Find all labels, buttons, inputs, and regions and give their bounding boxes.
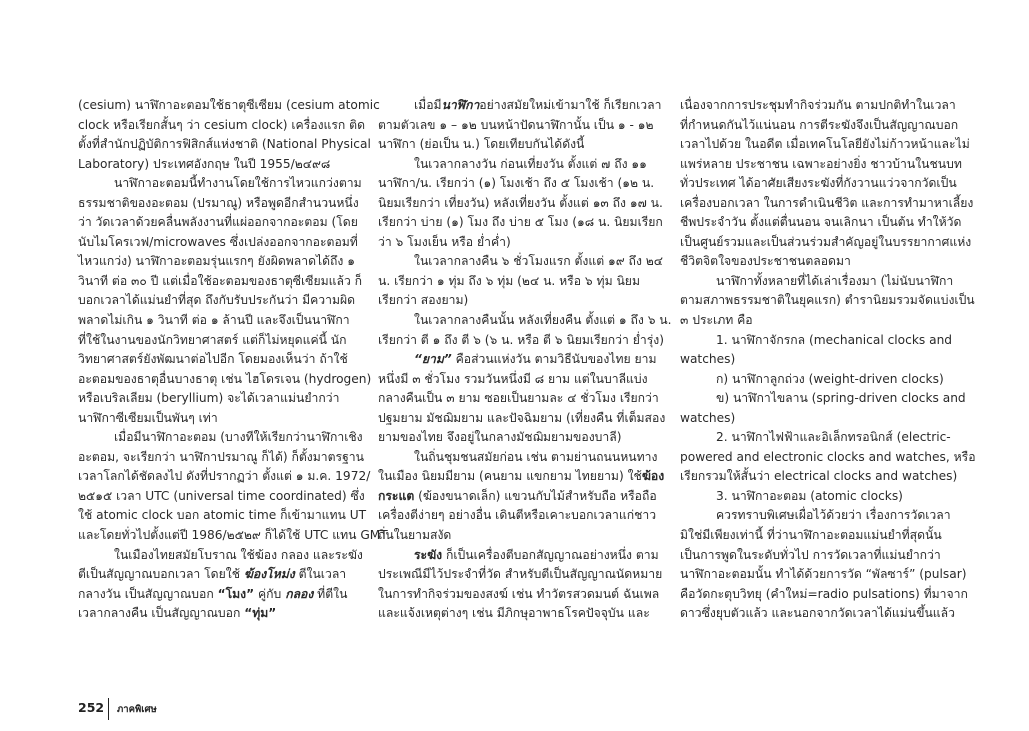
list-item: ข) นาฬิกาไขลาน (spring-driven clocks and [716,391,966,406]
emphasis-term: “โมง” [217,586,255,601]
list-item: 2. นาฬิกาไฟฟ้าและอิเล็กทรอนิกส์ (electric- [716,430,951,445]
text-run: ก็เป็นเครื่องตีบอกสัญญาณอย่างหนึ่ง ตาม [442,547,659,562]
text-line [78,604,360,624]
text-line: ตามตัวเลข ๑ – ๑๒ บนหน้าปัดนาฬิกานั้น เป็น ๑ - ๑๒ [378,117,654,132]
text-line: เมื่อมีนาฬิกาอะตอม (บางทีให้เรียกว่านาฬิกาเชิง [114,430,363,445]
text-line: และโดยทั่วไปตั้งแต่ปี 1986/๒๕๒๙ ก็ได้ใช้ UTC แทน GMT [78,528,388,543]
text-line: ว่า วัดเวลาด้วยคลื่นพลังงานที่แผ่ออกจากอะตอม (โดย [78,215,358,230]
section-label: ภาคพิเศษ [117,704,157,715]
text-line: หรือเบริลเลียม (beryllium) จะได้เวลาแม่นยำกว่า [78,391,340,406]
text-run: กลางวัน เป็นสัญญาณบอก [78,586,218,601]
text-line: มิใช่มีเพียงเท่านี้ ที่ว่านาฬิกาอะตอมแม่นยำที่สุดนั้น [680,528,942,543]
emphasis-term: ฆ้องโหม่ง [243,567,295,582]
text-line: วินาที ต่อ ๓๐ ปี แต่เมื่อใช้อะตอมของธาตุซีเซียมแล้ว ก็ [78,273,363,288]
text-line [378,546,660,566]
text-line: ยามของไทย จึงอยู่ในกลางมัชฌิมยามของบาลี) [378,430,622,445]
text-run: คือส่วนแห่งวัน ตามวิธีนับของไทย ยาม [451,352,657,367]
emphasis-term: กระแต [378,488,415,503]
text-run: (ฆ้องขนาดเล็ก) แขวนกับไม้สำหรับถือ หรือถือ [414,488,657,503]
text-line: น. เรียกว่า ๑ ทุ่ม ถึง ๖ ทุ่ม (๒๔ น. หรือ ๖ ทุ่ม นิยม [378,273,640,288]
text-line: ที่กำหนดกันไว้แน่นอน การตีระฆังจึงเป็นสัญญาณบอก [680,117,959,132]
text-line [78,585,360,605]
text-line: ไหวแกว่ง) นาฬิกาอะตอมรุ่นแรกๆ ยังผิดพลาดได้ถึง ๑ [78,254,355,269]
text-run: ตีในเวลา [294,567,347,582]
text-line: watches) [680,410,736,425]
text-line: เป็นศูนย์รวมและเป็นส่วนร่วมสำคัญอยู่ในบรรยากาศแห่ง [680,234,972,249]
text-run: เมื่อมี [414,98,442,112]
text-line [378,487,660,507]
text-line: powered and electronic clocks and watches, หรือ [680,449,976,464]
text-column-1 [78,96,388,624]
text-line: หนึ่งมี ๓ ชั่วโมง รวมวันหนึ่งมี ๘ ยาม แต่ในบาลีแบ่ง [378,371,648,386]
text-line: เครื่องบอกเวลา ในการดำเนินชีวิต และการทำมาหาเลี้ยง [680,195,974,210]
text-line: นับไมโครเวฟ/microwaves ซึ่งเปล่งออกจากอะตอมที่ [78,234,358,249]
text-line: ว่า ๖ โมงเย็น หรือ ย่ำค่ำ) [378,234,511,249]
text-line: นาฬิกาอะตอมนี้ทำงานโดยใช้การไหวแกว่งตาม [114,176,362,191]
text-line: ปฐมยาม มัชฌิมยาม และปัจฉิมยาม (เที่ยงคืน ที่เต็มสอง [378,410,666,425]
text-line: เรียกว่า บ่าย (๑) โมง ถึง บ่าย ๕ โมง (๑๘ น. นิยมเรียก [378,215,663,230]
text-line: ทั่วประเทศ ได้อาศัยเสียงระฆังที่กังวานแว่วจากวัดเป็น [680,176,957,191]
text-line: clock หรือเรียกสั้นๆ ว่า cesium clock) เครื่องแรก ติด [78,117,366,132]
text-line: ใช้ atomic clock บอก atomic time ก็เข้ามาแทน UT [78,508,367,523]
text-line: แพร่หลาย ประชาชน เฉพาะอย่างยิ่ง ชาวบ้านในชนบท [680,156,962,171]
text-column-3 [680,96,976,624]
text-line [78,565,360,585]
text-line: ๓ ประเภท คือ [680,313,753,328]
text-line: พลาดไม่เกิน ๑ วินาที ต่อ ๑ ล้านปี และจึงเป็นนาฬิกา [78,313,350,328]
list-item: 1. นาฬิกาจักรกล (mechanical clocks and [716,332,953,347]
text-line: ในถิ่นชุมชนสมัยก่อน เช่น ตามย่านถนนหนทาง [414,449,658,464]
text-line: กลางคืนเป็น ๓ ยาม ซอยเป็นยามละ ๔ ชั่วโมง เรียกว่า [378,391,659,406]
text-line: ธรรมชาติของอะตอม (ปรมาณู) หรือพูดอีกสำนวนหนึ่ง [78,195,359,210]
text-line [378,467,665,487]
text-line: (cesium) นาฬิกาอะตอมใช้ธาตุซีเซียม (cesium atomic [78,98,380,112]
text-line: ชีวิตจิตใจของประชาชนตลอดมา [680,254,851,269]
emphasis-term: กลอง [285,586,314,601]
text-line: ๒๕๑๕ เวลา UTC (universal time coordinated) ซึ่ง [78,488,365,503]
text-line: เครื่องตีง่ายๆ อย่างอื่น เดินตีหรือเคาะบอกเวลาแก่ชาว [378,508,657,523]
emphasis-term: “ยาม” [414,352,452,367]
text-run: ตีเป็นสัญญาณบอกเวลา โดยใช้ [78,567,244,582]
text-line: เรียกว่า สองยาม) [378,293,469,308]
text-line: ในเวลากลางคืน ๖ ชั่วโมงแรก ตั้งแต่ ๑๙ ถึง ๒๔ [414,254,664,269]
list-item: 3. นาฬิกาอะตอม (atomic clocks) [716,488,903,503]
text-line: ในเวลากลางคืนนั้น หลังเที่ยงคืน ตั้งแต่ ๑ ถึง ๖ น. [414,313,672,328]
text-run: เวลากลางคืน เป็นสัญญาณบอก [78,606,245,621]
text-line: บอกเวลาได้แม่นยำที่สุด ถึงกับรับประกันว่า มีความผิด [78,293,356,308]
text-line: ในเวลากลางวัน ก่อนเที่ยงวัน ตั้งแต่ ๗ ถึง ๑๑ [414,156,647,171]
text-line: ควรทราบพิเศษเผื่อไว้ด้วยว่า เรื่องการวัดเวลา [716,508,951,523]
text-line: ดาวซึ่งยุบตัวแล้ว และนอกจากวัดเวลาได้แม่นขึ้นแล้ว [680,606,955,621]
text-run: อย่างสมัยใหม่เข้ามาใช้ ก็เรียกเวลา [479,98,662,112]
text-column-2 [378,96,672,624]
text-line: ชีพประจำวัน ตั้งแต่ตื่นนอน จนเลิกนา เป็นต้น ทำให้วัด [680,215,962,230]
text-line: ที่ใช้ในงานของนักวิทยาศาสตร์ แต่ก็ไม่หยุดแค่นี้ นัก [78,332,347,347]
emphasis-term: ระฆัง [414,547,443,562]
text-line: ในการทำกิจร่วมของสงฆ์ เช่น ทำวัตรสวดมนต์ ฉันเพล [378,586,660,601]
text-line: และแจ้งเหตุต่างๆ เช่น มีภิกษุอาพาธโรคปัจจุบัน และ [378,606,650,621]
text-run: คู่กับ [254,586,286,601]
text-line: คือวัดกะตุบวิทยุ (คำใหม่=radio pulsations) ที่มาจาก [680,586,968,601]
text-run: ในเมือง นิยมมียาม (คนยาม แขกยาม ไทยยาม) ใช้ [378,469,642,484]
text-line: เรียกว่า ตี ๑ ถึง ตี ๖ (๖ น. หรือ ตี ๖ นิยมเรียกว่า ย่ำรุ่ง) [378,332,664,347]
text-line: เนื่องจากการประชุมทำกิจร่วมกัน ตามปกติทำในเวลา [680,98,956,112]
text-line: นาฬิกา (ย่อเป็น น.) โดยเทียบกันได้ดังนี้ [378,137,585,152]
text-line: นิยมเรียกว่า เที่ยงวัน) หลังเที่ยงวัน ตั้งแต่ ๑๓ ถึง ๑๗ น. [378,195,663,210]
emphasis-term: “ทุ่ม” [244,606,277,621]
text-line: ในเมืองไทยสมัยโบราณ ใช้ฆ้อง กลอง และระฆัง [114,547,363,562]
text-line: ตั้งที่สำนักปฏิบัติการฟิสิกส์แห่งชาติ (National Physical [78,137,371,152]
list-item: ก) นาฬิกาลูกถ่วง (weight-driven clocks) [716,371,944,386]
emphasis-term: ฆ้อง [641,469,665,484]
text-line [378,96,660,116]
text-line: watches) [680,352,736,367]
text-line: อะตอมของธาตุอื่นบางธาตุ เช่น ไฮโดรเจน (hydrogen) [78,371,372,386]
text-line: เวลาไปด้วย ในอดีต เมื่อเทคโนโลยียังไม่ก้าวหน้าและไม่ [680,137,970,152]
text-line: เป็นการพูดในระดับทั่วไป การวัดเวลาที่แม่นยำกว่า [680,547,941,562]
text-line: อะตอม, จะเรียกว่า นาฬิกาปรมาณู ก็ได้) ก็ตั้งมาตรฐาน [78,449,364,464]
footer-divider [108,698,109,720]
text-line: นาฬิกา/น. เรียกว่า (๑) โมงเช้า ถึง ๕ โมงเช้า (๑๒ น. [378,176,655,191]
emphasis-term: นาฬิกา [441,98,480,112]
page-number: 252 [78,700,105,715]
text-line: ถิ่นในยามสงัด [378,528,452,543]
text-line [378,350,660,370]
text-line: นาฬิกาซีเซียมเป็นพันๆ เท่า [78,410,218,425]
text-run: ที่ตีใน [313,586,348,601]
text-line: เวลาโลกได้ชัดลงไป ดังที่ปรากฏว่า ตั้งแต่ ๑ ม.ค. 1972/ [78,469,371,484]
text-line: ตามสภาพธรรมชาติในยุคแรก) ตำรานิยมรวมจัดแบ่งเป็น [680,293,975,308]
text-line: Laboratory) ประเทศอังกฤษ ในปี 1955/๒๔๙๘ [78,156,331,171]
text-line: วิทยาศาสตร์ยังพัฒนาต่อไปอีก โดยมองเห็นว่า ถ้าใช้ [78,352,348,367]
text-line: ประเพณีมีไว้ประจำที่วัด สำหรับตีเป็นสัญญาณนัดหมาย [378,567,663,582]
text-line: นาฬิกาอะตอมนั้น ทำได้ด้วยการวัด “พัลซาร์” (pulsar) [680,567,967,582]
text-line: เรียกรวมให้สั้นว่า electrical clocks and watches) [680,469,958,484]
text-line: นาฬิกาทั้งหลายที่ได้เล่าเรื่องมา (ไม่นับนาฬิกา [716,273,954,288]
